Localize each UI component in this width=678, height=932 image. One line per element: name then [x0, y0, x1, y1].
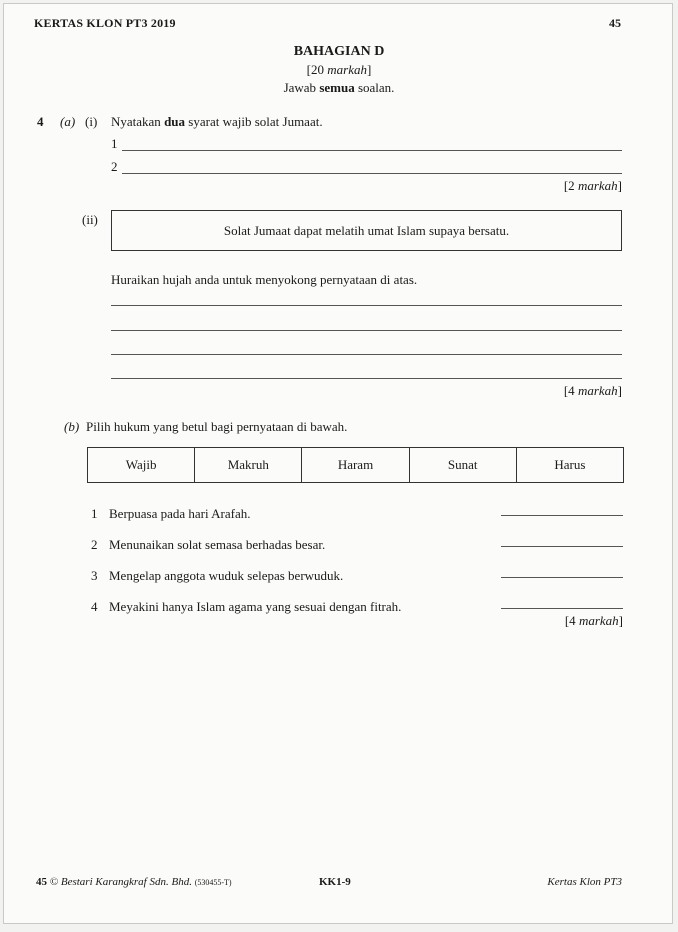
marks-b: [4 markah]	[564, 613, 623, 628]
answer-line[interactable]	[111, 305, 622, 306]
section-title: BAHAGIAN D	[293, 44, 385, 59]
answer-line[interactable]	[122, 150, 622, 151]
choice-haram: Haram	[301, 448, 408, 482]
statement-box	[111, 210, 622, 251]
exam-page	[3, 3, 673, 924]
choice-wajib: Wajib	[125, 457, 157, 472]
footer-code: KK1-9	[319, 876, 351, 888]
answer-blank[interactable]	[501, 515, 623, 516]
answer-line[interactable]	[111, 354, 622, 355]
answer-blank[interactable]	[501, 546, 623, 547]
question-a-ii-prompt: Huraikan hujah anda untuk menyokong pernyataan di atas.	[111, 272, 418, 287]
item-number: 3	[91, 568, 98, 583]
statement-text: Solat Jumaat dapat melatih umat Islam supaya bersatu.	[223, 222, 510, 238]
choice-table	[87, 447, 624, 483]
page-number: 45	[609, 16, 621, 30]
sub-ii-label: (ii)	[82, 212, 98, 227]
section-marks: [20 markah]	[306, 62, 372, 77]
question-a-i-prompt: Nyatakan dua syarat wajib solat Jumaat.	[111, 114, 323, 129]
question-number: 4	[37, 114, 44, 129]
marks-a-ii: [4 markah]	[563, 383, 622, 398]
part-a-label: (a)	[60, 114, 76, 129]
item-text: Menunaikan solat semasa berhadas besar.	[109, 537, 326, 552]
item-number: 2	[91, 537, 98, 552]
answer-blank[interactable]	[501, 608, 623, 609]
footer-publisher: © Bestari Karangkraf Sdn. Bhd.	[49, 876, 192, 888]
item-text: Meyakini hanya Islam agama yang sesuai dengan fitrah.	[109, 599, 402, 614]
footer-series: Kertas Klon PT3	[547, 876, 622, 888]
footer-page: 45	[36, 876, 47, 888]
choice-harus: Harus	[516, 448, 623, 482]
section-instruction: Jawab semua soalan.	[283, 80, 395, 95]
footer-left	[36, 876, 232, 888]
item-text: Berpuasa pada hari Arafah.	[109, 506, 251, 521]
section-marks-text: 20 markah	[311, 62, 367, 77]
item-number: 1	[91, 506, 98, 521]
choice-makruh: Makruh	[194, 448, 301, 482]
question-b-prompt: Pilih hukum yang betul bagi pernyataan di bawah.	[86, 419, 348, 434]
item-number: 4	[91, 599, 98, 614]
sub-i-label: (i)	[85, 114, 98, 129]
answer-line-number: 2	[111, 159, 118, 174]
running-header: KERTAS KLON PT3 2019	[34, 16, 176, 30]
choice-sunat: Sunat	[409, 448, 516, 482]
answer-line[interactable]	[122, 173, 622, 174]
answer-line[interactable]	[111, 330, 622, 331]
answer-line[interactable]	[111, 378, 622, 379]
marks-a-i: [2 markah]	[563, 178, 622, 193]
item-text: Mengelap anggota wuduk selepas berwuduk.	[109, 568, 344, 583]
answer-blank[interactable]	[501, 577, 623, 578]
part-b-label: (b)	[64, 419, 80, 434]
answer-line-number: 1	[111, 136, 118, 151]
footer-reg: (530455-T)	[194, 878, 232, 887]
